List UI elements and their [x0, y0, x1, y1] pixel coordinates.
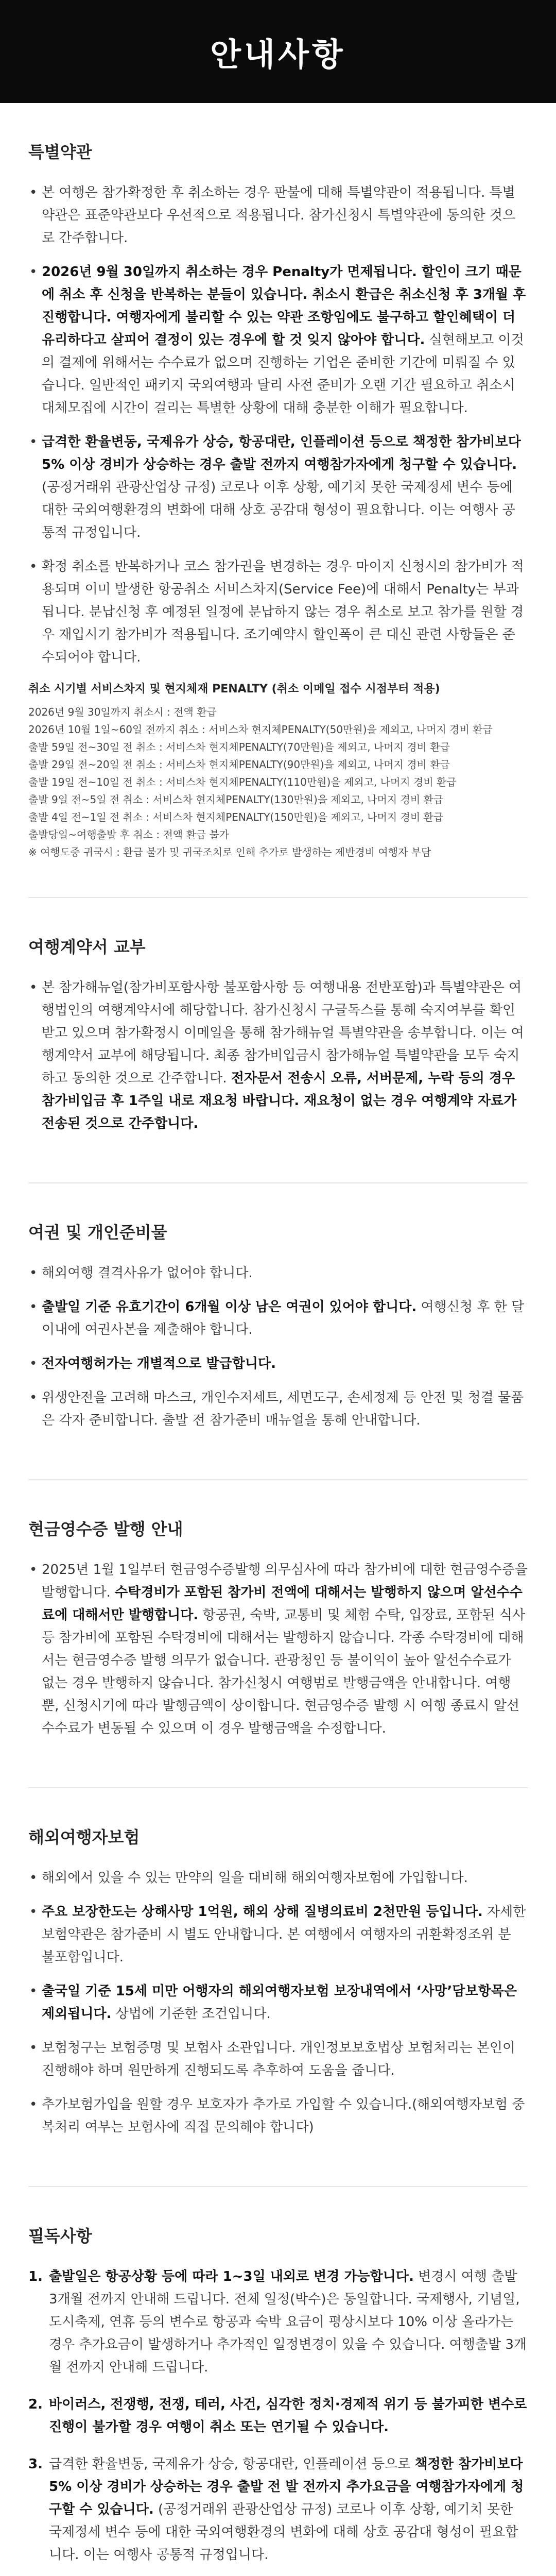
insurance-list — [28, 1867, 528, 2139]
insurance-title: 해외여행자보험 — [28, 1827, 140, 1847]
list-item — [28, 181, 528, 249]
special-terms-title: 특별약관 — [28, 142, 92, 162]
emphasis-text: 출국일 기준 15세 미만 어행자의 해외여행자보험 보장내역에서 ‘사망’담보항목은 제외됩니다. — [42, 1984, 517, 2022]
emphasis-text: 책정한 참가비보다 5% 이상 경비가 상승하는 경우 출발 전 발 전까지 추가요금을 여행참가자에게 청구할 수 있습니다. — [49, 2456, 524, 2517]
body-text: 본 참가해뉴얼(참가비포함사항 불포함사항 등 여행내용 전반포함)과 특별약관은 여행법인의 여행계약서에 해당합니다. 참가신청시 구글독스를 통해 숙지여부를 확인받고 있으며 참가확정시 이메일을 통해 참가해뉴얼 특별약관을 송부합니다. 이는 여행계약서 교부에 해당됩니다. 최종 참가비입금시 참가해뉴얼 특별약관을 모두 숙지하고 동의한 것으로 간주합니다. — [42, 980, 524, 1086]
passport-section — [0, 1183, 556, 1459]
body-text: 자세한 보험약관은 참가준비 시 별도 안내합니다. 본 여행에서 여행자의 귀환확정조위 분 불포함입니다. — [42, 1904, 526, 1965]
emphasis-text: 바이러스, 전쟁행, 전쟁, 테러, 사건, 심각한 정치·경제적 위기 등 불가피한 변수로 진행이 불가할 경우 여행이 취소 또는 연기될 수 있습니다. — [49, 2397, 527, 2435]
insurance-section — [0, 1788, 556, 2165]
emphasis-text: 수탁경비가 포함된 참가비 전액에 대해서는 발행하지 않으며 알선수수료에 대해서만 발행합니다. — [42, 1585, 523, 1623]
contract-title: 여행계약서 교부 — [28, 937, 146, 957]
list-item — [28, 2393, 528, 2438]
fee-line: 2026년 10월 1일~60일 전까지 취소 : 서비스차 현지체PENALTY(50만원)을 제외고, 나머지 경비 환급 — [28, 723, 493, 736]
list-item — [28, 1352, 528, 1375]
fee-line: ※ 여행도중 귀국시 : 환급 불가 및 귀국조치로 인해 추가로 발생하는 제반경비 여행자 부담 — [28, 846, 431, 858]
fee-schedule-title: 취소 시기별 서비스차지 및 현지체재 PENALTY (취소 이메일 접수 시점부터 적용) — [28, 683, 440, 696]
list-item — [28, 1980, 528, 2025]
list-item — [28, 2265, 528, 2379]
page-title: 안내사항 — [210, 35, 346, 73]
emphasis-text: 2026년 9월 30일까지 취소하는 경우 Penalty가 면제됩니다. 할인이 크기 때문에 취소 후 신청을 반복하는 분들이 있습니다. 취소시 환급은 취소신청 후 3개월 후 진행합니다. 여행자에게 불리할 수 있는 약관 조항임에도 불구하고 할인혜택이 더 유리하다고 살피어 결정이 있는 경우에 할 것 잊지 않아야 합니다. — [42, 264, 526, 348]
receipt-section — [0, 1480, 556, 1767]
fee-line: 출발 19일 전~10일 전 취소 : 서비스차 현지체PENALTY(110만원)을 제외고, 나머지 경비 환급 — [28, 776, 457, 788]
list-item — [28, 555, 528, 669]
emphasis-text: 급격한 환율변동, 국제유가 상승, 항공대란, 인플레이션 등으로 책정한 참가비보다 5% 이상 경비가 상승하는 경우 출발 전까지 여행참가자에게 청구할 수 있습니다. — [42, 434, 521, 472]
body-text: 본 여행은 참가확정한 후 취소하는 경우 판불에 대해 특별약관이 적용됩니다. 특별약관은 표준약관보다 우선적으로 적용됩니다. 참가신청시 특별약관에 동의한 것으로 간주합니다. — [42, 185, 516, 246]
emphasis-text: 전자여행허가는 개별적으로 발급합니다. — [42, 1356, 276, 1371]
fee-line: 출발 59일 전~30일 전 취소 : 서비스차 현지체PENALTY(70만원)을 제외고, 나머지 경비 환급 — [28, 741, 450, 753]
list-item — [28, 1867, 528, 1889]
receipt-title: 현금영수증 발행 안내 — [28, 1519, 183, 1539]
special-terms-section — [0, 103, 556, 876]
body-text: 추가보험가입을 원할 경우 보호자가 추가로 가입할 수 있습니다.(해외여행자보험 중복처리 여부는 보험사에 직접 문의해야 합니다) — [42, 2097, 525, 2135]
special-terms-list — [28, 181, 528, 669]
item-number: 2. — [28, 2397, 43, 2412]
list-item — [28, 261, 528, 419]
list-item — [28, 2037, 528, 2082]
list-item — [28, 1296, 528, 1341]
body-text: 확정 취소를 반복하거나 코스 참가권을 변경하는 경우 마이지 신청시의 참가비가 적용되며 이미 발생한 항공취소 서비스차지(Service Fee)에 대해서 Penalty는 부과됩니다. 분납신청 후 예정된 일정에 분납하지 않는 경우 취소로 보고 참가를 원할 경우 재입시기 참가비가 적용됩니다. 조기예약시 할인폭이 큰 대신 관련 사항들은 준수되어야 합니다. — [42, 559, 524, 665]
item-number: 3. — [28, 2456, 43, 2472]
notice-list — [28, 2265, 528, 2576]
passport-list — [28, 1262, 528, 1432]
contract-section — [0, 898, 556, 1162]
emphasis-text: 출발일 기준 유효기간이 6개월 이상 남은 여권이 있어야 합니다. — [42, 1299, 417, 1315]
body-text: 해외여행 결격사유가 없어야 합니다. — [42, 1265, 253, 1281]
body-text: 여행신청 후 한 달 이내에 여권사본을 제출해야 합니다. — [42, 1299, 525, 1337]
passport-title: 여권 및 개인준비물 — [28, 1223, 167, 1242]
body-text: (공정거래위 관광산업상 규정) 코로나 이후 상황, 예기치 못한 국제정세 변수 등에 대한 국외여행환경의 변화에 대해 상호 공감대 형성이 필요합니다. 이는 여행사 공통적 규정입니다. — [49, 2502, 518, 2563]
page-header — [0, 0, 556, 103]
body-text: 위생안전을 고려해 마스크, 개인수저세트, 세면도구, 손세정제 등 안전 및 청결 물품은 각자 준비합니다. 출발 전 참가준비 매뉴얼을 통해 안내합니다. — [42, 1390, 524, 1428]
emphasis-text: 전자문서 전송시 오류, 서버문제, 누락 등의 경우 참가비입금 후 1주일 내로 재요청 바랍니다. 재요청이 없는 경우 여행계약 자료가 전송된 것으로 간주합니다. — [42, 1071, 517, 1131]
body-text: 항공권, 숙박, 교통비 및 체험 수탁, 입장료, 포함된 식사 등 참가비에 포함된 수탁경비에 대해서는 발행하지 않습니다. 각종 수탁경비에 대해서는 현금영수증 발행 의무가 없습니다. 관광청인 등 불이익이 높아 알선수수료가 없는 경우 발행하지 않습니다. 참가신청시 여행범로 발행금액을 안내합니다. 여행뿐, 신청시기에 따라 발행금액이 상이합니다. 현금영수증 발행 시 여행 종료시 알선수수료가 변동될 수 있으며 이 경우 발행금액을 수정합니다. — [42, 1607, 526, 1736]
body-text: 2025년 1월 1일부터 현금영수증발행 의무심사에 따라 참가비에 대한 현금영수증을 발행합니다. — [42, 1562, 528, 1600]
body-text: 보험청구는 보험증명 및 보험사 소관입니다. 개인정보보호법상 보험처리는 본인이 진행해야 하며 원만하게 진행되도록 추후하여 도움을 줍니다. — [42, 2040, 516, 2078]
notice-section — [0, 2187, 556, 2576]
fee-line: 출발 4일 전~1일 전 취소 : 서비스차 현지체PENALTY(150만원)을 제외고, 나머지 경비 환급 — [28, 811, 444, 823]
notice-title: 필독사항 — [28, 2226, 92, 2246]
fee-line: 출발 29일 전~20일 전 취소 : 서비스차 현지체PENALTY(90만원)을 제외고, 나머지 경비 환급 — [28, 758, 450, 771]
fee-line: 출발당일~여행출발 후 취소 : 전액 환급 불가 — [28, 828, 230, 841]
list-item — [28, 1386, 528, 1432]
contract-list — [28, 976, 528, 1135]
body-text: 변경시 여행 출발 3개월 전까지 안내해 드립니다. 전체 일정(박수)은 동일합니다. 국제행사, 기념일, 도시축제, 연휴 등의 변수로 항공과 숙박 요금이 평상시보다 10% 이상 올라가는 경우 추가요금이 발생하거나 추가적인 일정변경이 있을 수 있습니다. 여행출발 3개월 전까지 안내해 드립니다. — [49, 2269, 527, 2375]
emphasis-text: 주요 보장한도는 상해사망 1억원, 해외 상해 질병의료비 2천만원 등입니다. — [42, 1904, 483, 1920]
body-text: 해외에서 있을 수 있는 만약의 일을 대비해 해외여행자보험에 가입합니다. — [42, 1870, 468, 1886]
fee-line: 2026년 9월 30일까지 취소시 : 전액 환급 — [28, 706, 217, 718]
list-item — [28, 976, 528, 1135]
list-item — [28, 1558, 528, 1740]
body-text: 실현해보고 이것의 결제에 위해서는 수수료가 없으며 진행하는 기업은 준비한 기간에 미뤄질 수 있습니다. 일반적인 패키지 국외여행과 달리 사전 준비가 오랜 기간 필요하고 취소시 대체모집에 시간이 걸리는 특별한 상황에 대해 충분한 이해가 필요합니다. — [42, 332, 524, 416]
list-item — [28, 1901, 528, 1969]
list-item — [28, 2093, 528, 2139]
emphasis-text: 출발일은 항공상황 등에 따라 1~3일 내외로 변경 가능합니다. — [49, 2269, 414, 2284]
list-item — [28, 1262, 528, 1284]
list-item — [28, 431, 528, 544]
body-text: 상법에 기준한 조건입니다. — [111, 2006, 271, 2022]
receipt-list — [28, 1558, 528, 1740]
body-text: 급격한 환율변동, 국제유가 상승, 항공대란, 인플레이션 등으로 — [49, 2456, 415, 2472]
list-item — [28, 2453, 528, 2566]
body-text: (공정거래위 관광산업상 규정) 코로나 이후 상황, 예기치 못한 국제정세 변수 등에 대한 국외여행환경의 변화에 대해 상호 공감대 형성이 필요합니다. 이는 여행사 공통적 규정입니다. — [42, 480, 515, 540]
fee-schedule-lines — [28, 703, 528, 861]
item-number: 1. — [28, 2269, 43, 2284]
fee-line: 출발 9일 전~5일 전 취소 : 서비스차 현지체PENALTY(130만원)을 제외고, 나머지 경비 환급 — [28, 793, 444, 806]
